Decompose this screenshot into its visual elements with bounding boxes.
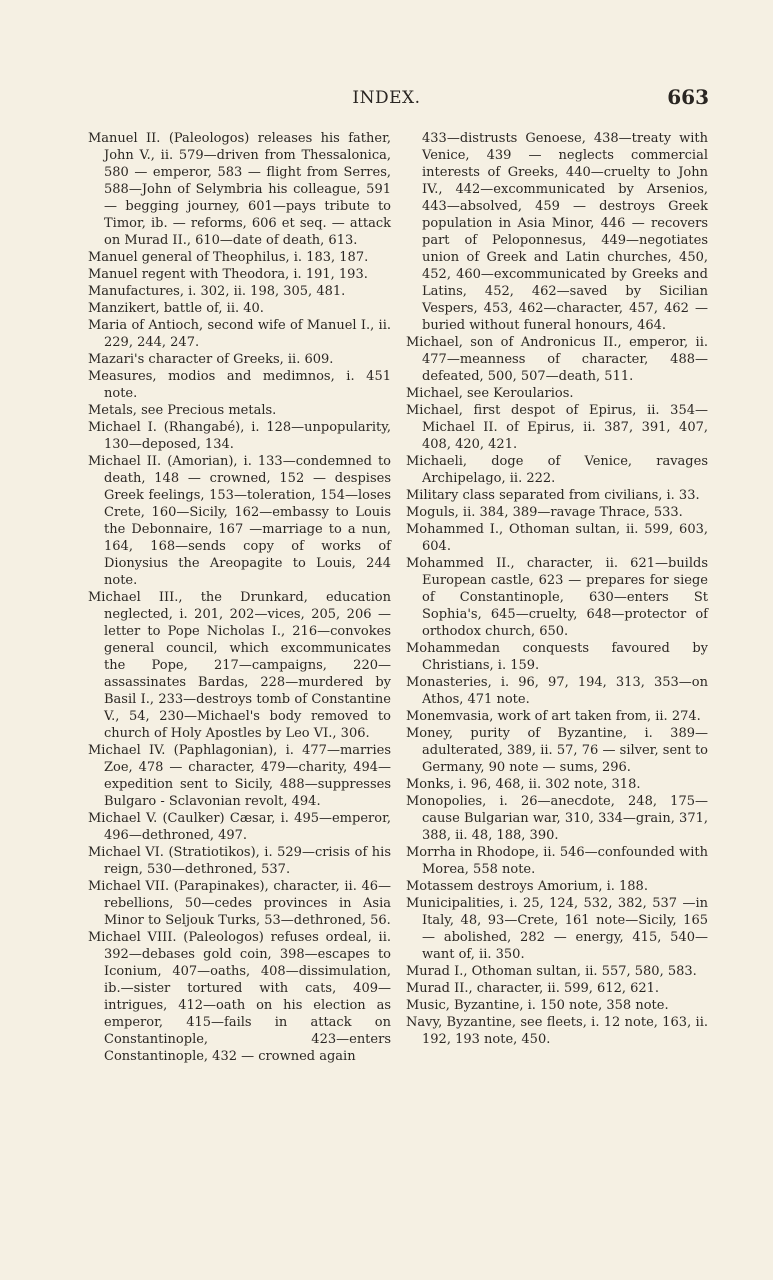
index-entry: Mohammed II., character, ii. 621—builds European castle, 623 — prepares for siege of Constantinople, 630—enters St Sophia's, 645—cruelty, 648—protector of orthodox church, 650. — [406, 556, 708, 639]
index-entry-continuation: 433—distrusts Genoese, 438—treaty with Venice, 439 — neglects commercial interests of Greeks, 440—cruelty to John IV., 442—excommunicated by Arsenios, 443—absolved, 459 — destroys Greek population in Asia Minor, 446 — recovers part of Peloponnesus, 449—negotiates union of Greek and Latin churches, 450, 452, 460—excommunicated by Greeks and Latins, 452, 462—saved by Sicilian Vespers, 453, 462—character, 457, 462 — buried without funeral honours, 464. — [422, 131, 708, 333]
index-entry: Michael VII. (Parapinakes), character, ii. 46—rebellions, 50—cedes provinces in Asia Minor to Seljouk Turks, 53—dethroned, 56. — [88, 879, 391, 928]
index-entry: Murad II., character, ii. 599, 612, 621. — [406, 981, 660, 996]
index-entry: Monopolies, i. 26—anecdote, 248, 175—cause Bulgarian war, 310, 334—grain, 371, 388, ii. 48, 188, 390. — [406, 794, 708, 843]
index-entry: Navy, Byzantine, see fleets, i. 12 note, 163, ii. 192, 193 note, 450. — [406, 1015, 708, 1047]
index-entry: Mazari's character of Greeks, ii. 609. — [88, 352, 334, 367]
index-entry: Monasteries, i. 96, 97, 194, 313, 353—on Athos, 471 note. — [406, 675, 708, 707]
index-entry: Michael VI. (Stratiotikos), i. 529—crisis of his reign, 530—dethroned, 537. — [88, 845, 391, 877]
index-entry: Manuel II. (Paleologos) releases his father, John V., ii. 579—driven from Thessalonica, 580 — emperor, 583 — flight from Serres, 588—John of Selymbria his colleague, 591 — begging journey, 601—pays tribute to Timor, ib. — reforms, 606 et seq. — attack on Murad II., 610—date of death, 613. — [88, 131, 391, 248]
index-entry: Monks, i. 96, 468, ii. 302 note, 318. — [406, 777, 641, 792]
index-entry: Measures, modios and medimnos, i. 451 note. — [88, 369, 391, 401]
index-entry: Mohammedan conquests favoured by Christians, i. 159. — [406, 641, 708, 673]
index-entry: Michael IV. (Paphlagonian), i. 477—marries Zoe, 478 — character, 479—charity, 494—expedition sent to Sicily, 488—suppresses Bulgaro - Sclavonian revolt, 494. — [88, 743, 391, 809]
index-entry: Michael VIII. (Paleologos) refuses ordeal, ii. 392—debases gold coin, 398—escapes to Iconium, 407—oaths, 408—dissimulation, ib.—sister tortured with cats, 409—intrigues, 412—oath on his election as emperor, 415—fails in attack on Constantinople, 423—enters Constantinople, 432 — crowned again — [88, 930, 391, 1064]
index-entry: Motassem destroys Amorium, i. 188. — [406, 879, 648, 894]
index-entry: Manuel general of Theophilus, i. 183, 187. — [88, 250, 369, 265]
index-entry: Michael V. (Caulker) Cæsar, i. 495—emperor, 496—dethroned, 497. — [88, 811, 391, 843]
index-entry: Mohammed I., Othoman sultan, ii. 599, 603, 604. — [406, 522, 708, 554]
index-entry: Michael III., the Drunkard, education neglected, i. 201, 202—vices, 205, 206 —letter to Pope Nicholas I., 216—convokes general council, which excommunicates the Pope, 217—campaigns, 220—assassinates Bardas, 228—murdered by Basil I., 233—destroys tomb of Constantine V., 54, 230—Michael's body removed to church of Holy Apostles by Leo VI., 306. — [88, 590, 391, 741]
index-entry: Michael I. (Rhangabé), i. 128—unpopularity, 130—deposed, 134. — [88, 420, 391, 452]
index-entry: Michael, first despot of Epirus, ii. 354—Michael II. of Epirus, ii. 387, 391, 407, 408, 420, 421. — [406, 403, 708, 452]
index-entry: Military class separated from civilians, i. 33. — [406, 488, 700, 503]
index-entry: Morrha in Rhodope, ii. 546—confounded with Morea, 558 note. — [406, 845, 708, 877]
index-entry: Municipalities, i. 25, 124, 532, 382, 537 —in Italy, 48, 93—Crete, 161 note—Sicily, 165 — abolished, 282 — energy, 415, 540—want of, ii. 350. — [406, 896, 708, 962]
index-entry: Manufactures, i. 302, ii. 198, 305, 481. — [88, 284, 346, 299]
index-entry: Michaeli, doge of Venice, ravages Archipelago, ii. 222. — [406, 454, 708, 486]
right-column — [406, 130, 708, 1048]
index-entry: Music, Byzantine, i. 150 note, 358 note. — [406, 998, 669, 1013]
index-entry: Manzikert, battle of, ii. 40. — [88, 301, 264, 316]
index-entry: Money, purity of Byzantine, i. 389—adulterated, 389, ii. 57, 76 — silver, sent to Germany, 90 note — sums, 296. — [406, 726, 708, 775]
index-entry: Moguls, ii. 384, 389—ravage Thrace, 533. — [406, 505, 683, 520]
index-entry: Michael II. (Amorian), i. 133—condemned to death, 148 — crowned, 152 — despises Greek feelings, 153—toleration, 154—loses Crete, 160—Sicily, 162—embassy to Louis the Debonnaire, 167 —marriage to a nun, 164, 168—sends copy of works of Dionysius the Areopagite to Louis, 244 note. — [88, 454, 391, 588]
index-entry: Michael, see Keroularios. — [406, 386, 574, 401]
index-entry: Maria of Antioch, second wife of Manuel I., ii. 229, 244, 247. — [88, 318, 391, 350]
index-entry: Manuel regent with Theodora, i. 191, 193. — [88, 267, 368, 282]
page-number: 663 — [667, 85, 709, 109]
index-entry: Metals, see Precious metals. — [88, 403, 277, 418]
index-entry: Monemvasia, work of art taken from, ii. 274. — [406, 709, 701, 724]
index-entry: Murad I., Othoman sultan, ii. 557, 580, 583. — [406, 964, 697, 979]
index-entry: Michael, son of Andronicus II., emperor, ii. 477—meanness of character, 488—defeated, 500, 507—death, 511. — [406, 335, 708, 384]
left-column — [88, 130, 391, 1065]
page-header-title: INDEX. — [352, 88, 421, 108]
